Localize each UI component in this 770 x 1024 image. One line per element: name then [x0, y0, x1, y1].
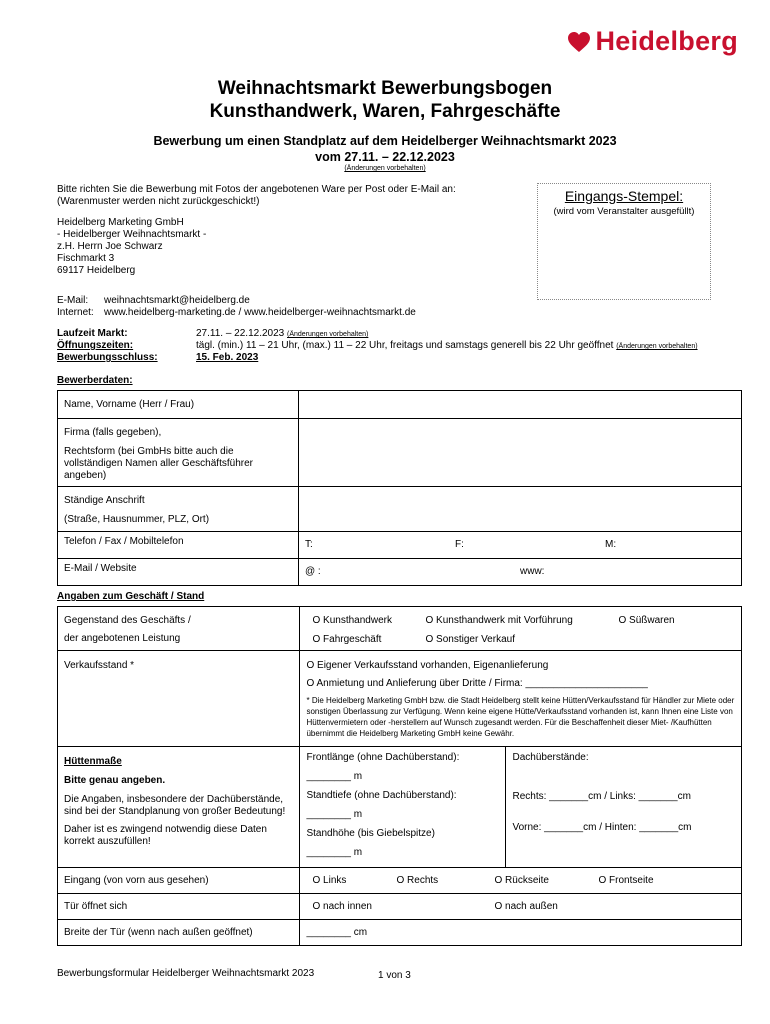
breite-label: Breite der Tür (wenn nach außen geöffnet): [58, 920, 300, 946]
internet-label: Internet:: [57, 307, 94, 318]
huetten-note-1: Die Angaben, insbesondere der Dachüberstände, sind bei der Standplanung von großer Bedeutung!: [64, 794, 286, 817]
bewerber-table: [57, 390, 742, 586]
anschrift-sub: (Straße, Hausnummer, PLZ, Ort): [64, 514, 210, 525]
logo-text: Heidelberg: [595, 26, 738, 56]
laufzeit-note: (Änderungen vorbehalten): [287, 331, 369, 338]
email-web-field[interactable]: [299, 559, 742, 586]
standhoehe-field[interactable]: ________ m: [306, 847, 363, 858]
option-rechts[interactable]: O Rechts: [396, 875, 439, 886]
address-line-3: z.H. Herrn Joe Schwarz: [57, 241, 163, 252]
address-line-1: Heidelberg Marketing GmbH: [57, 217, 184, 228]
laufzeit-value: 27.11. – 22.12.2023: [196, 328, 285, 339]
subtitle-line-2: vom 27.11. – 22.12.2023: [315, 150, 455, 164]
oeffnung-label: Öffnungszeiten:: [57, 340, 134, 351]
firma-label: Firma (falls gegeben),: [64, 427, 162, 438]
rechts-links-field[interactable]: Rechts: _______cm / Links: _______cm: [512, 791, 691, 802]
oeffnung-row: [196, 340, 698, 354]
address-line-4: Fischmarkt 3: [57, 253, 115, 264]
internet-value[interactable]: www.heidelberg-marketing.de / www.heidelberger-weihnachtsmarkt.de: [104, 307, 416, 318]
standtiefe-label: Standtiefe (ohne Dachüberstand):: [306, 790, 457, 801]
oeffnung-value: tägl. (min.) 11 – 21 Uhr, (max.) 11 – 22 Uhr, freitags und samstags generell bis 22 Uhr geöffnet: [196, 340, 614, 351]
option-kunsthandwerk-vorfuehrung[interactable]: O Kunsthandwerk mit Vorführung: [425, 615, 573, 626]
subtitle-line-1: Bewerbung um einen Standplatz auf dem Heidelberger Weihnachtsmarkt 2023: [153, 134, 617, 148]
telefon-label: Telefon / Fax / Mobiltelefon: [58, 532, 299, 559]
option-eigener-stand[interactable]: O Eigener Verkaufsstand vorhanden, Eigenanlieferung: [306, 660, 549, 671]
tuer-label: Tür öffnet sich: [58, 894, 300, 920]
frontlaenge-field[interactable]: ________ m: [306, 771, 363, 782]
name-field[interactable]: [299, 391, 742, 419]
title-line-2: Kunsthandwerk, Waren, Fahrgeschäfte: [209, 101, 561, 122]
verkaufsstand-options: [300, 651, 742, 747]
stamp-note: (wird vom Veranstalter ausgefüllt): [553, 206, 695, 217]
name-label: Name, Vorname (Herr / Frau): [58, 391, 299, 419]
laufzeit-label: Laufzeit Markt:: [57, 328, 128, 339]
huetten-genau: Bitte genau angeben.: [64, 775, 166, 786]
option-sonstiger[interactable]: O Sonstiger Verkauf: [425, 634, 515, 645]
breite-field[interactable]: ________ cm: [300, 920, 742, 946]
option-fahrgeschaeft[interactable]: O Fahrgeschäft: [312, 634, 382, 645]
intro-line-1: Bitte richten Sie die Bewerbung mit Fotos der angebotenen Ware per Post oder E-Mail an:: [57, 184, 456, 195]
stand-table: [57, 606, 742, 946]
schluss-value: 15. Feb. 2023: [196, 352, 259, 363]
huetten-cell: [58, 747, 300, 868]
anschrift-cell: [58, 487, 299, 532]
anschrift-field[interactable]: [299, 487, 742, 532]
email-value[interactable]: weihnachtsmarkt@heidelberg.de: [104, 295, 250, 306]
stand-footnote: * Die Heidelberg Marketing GmbH bzw. die Stadt Heidelberg stellt keine Hütten/Verkaufsstand für Händler zur Miete oder sonstigen Überlassung zur Verfügung. Wenn keine eigene Hütte/Verkaufsstand vorhanden ist, kann Ihnen eine Liste von Hüttenvermietern oder -herstellern auf Wunsch zugesandt werden. Für die Beschaffenheit dieser Miet- /Kaufhütten übernimmt die Heidelberg Marketing GmbH keine Gewähr.: [306, 696, 735, 738]
huetten-label: Hüttenmaße: [64, 756, 122, 767]
address-line-5: 69117 Heidelberg: [57, 265, 136, 276]
email-www: www:: [520, 566, 545, 577]
option-frontseite[interactable]: O Frontseite: [598, 875, 654, 886]
option-suesswaren[interactable]: O Süßwaren: [618, 615, 675, 626]
option-nach-aussen[interactable]: O nach außen: [494, 901, 558, 912]
vorne-hinten-field[interactable]: Vorne: _______cm / Hinten: _______cm: [512, 822, 692, 833]
eingang-options: [300, 868, 742, 894]
email-at: @ :: [305, 566, 321, 577]
changes-note: (Änderungen vorbehalten): [344, 165, 426, 172]
tel-f: F:: [455, 539, 464, 550]
gegenstand-cell: [58, 607, 300, 651]
leistung-label: der angebotenen Leistung: [64, 633, 181, 644]
bewerber-heading: Bewerberdaten:: [57, 375, 133, 386]
standhoehe-label: Standhöhe (bis Giebelspitze): [306, 828, 435, 839]
tuer-options: [300, 894, 742, 920]
email-web-label: E-Mail / Website: [58, 559, 299, 586]
option-rueckseite[interactable]: O Rückseite: [494, 875, 549, 886]
anschrift-label: Ständige Anschrift: [64, 495, 145, 506]
option-links[interactable]: O Links: [312, 875, 347, 886]
email-label: E-Mail:: [57, 295, 89, 306]
dachueberstaende-label: Dachüberstände:: [512, 752, 589, 763]
address-line-2: - Heidelberger Weihnachtsmarkt -: [57, 229, 207, 240]
gegenstand-label: Gegenstand des Geschäfts /: [64, 615, 191, 626]
firma-field[interactable]: [299, 419, 742, 487]
intro-line-2: (Warenmuster werden nicht zurückgeschickt!): [57, 196, 260, 207]
stand-heading: Angaben zum Geschäft / Stand: [57, 591, 205, 602]
huetten-fields: [300, 747, 742, 868]
tel-t: T:: [305, 539, 313, 550]
eingang-label: Eingang (von vorn aus gesehen): [58, 868, 300, 894]
footer-title: Bewerbungsformular Heidelberger Weihnachtsmarkt 2023: [57, 968, 315, 979]
option-nach-innen[interactable]: O nach innen: [312, 901, 372, 912]
firma-cell: [58, 419, 299, 487]
verkaufsstand-label: Verkaufsstand *: [58, 651, 300, 747]
heart-icon: [567, 31, 591, 53]
huetten-note-2: Daher ist es zwingend notwendig diese Daten korrekt auszufüllen!: [64, 824, 267, 847]
telefon-field[interactable]: [299, 532, 742, 559]
tel-m: M:: [605, 539, 617, 550]
option-anmietung[interactable]: O Anmietung und Anlieferung über Dritte / Firma: ______________________: [306, 678, 648, 689]
schluss-label: Bewerbungsschluss:: [57, 352, 158, 363]
option-kunsthandwerk[interactable]: O Kunsthandwerk: [312, 615, 392, 626]
frontlaenge-label: Frontlänge (ohne Dachüberstand):: [306, 752, 460, 763]
gegenstand-options: [300, 607, 742, 651]
standtiefe-field[interactable]: ________ m: [306, 809, 363, 820]
title-line-1: Weihnachtsmarkt Bewerbungsbogen: [217, 78, 553, 99]
stamp-box: [537, 183, 711, 300]
rechtsform-label: Rechtsform (bei GmbHs bitte auch die vollständigen Namen aller Geschäftsführer angeben): [64, 446, 253, 481]
oeffnung-note: (Änderungen vorbehalten): [616, 343, 698, 350]
stamp-title: Eingangs-Stempel:: [564, 188, 684, 204]
page-number: 1 von 3: [378, 970, 411, 981]
heidelberg-logo: [567, 26, 738, 57]
